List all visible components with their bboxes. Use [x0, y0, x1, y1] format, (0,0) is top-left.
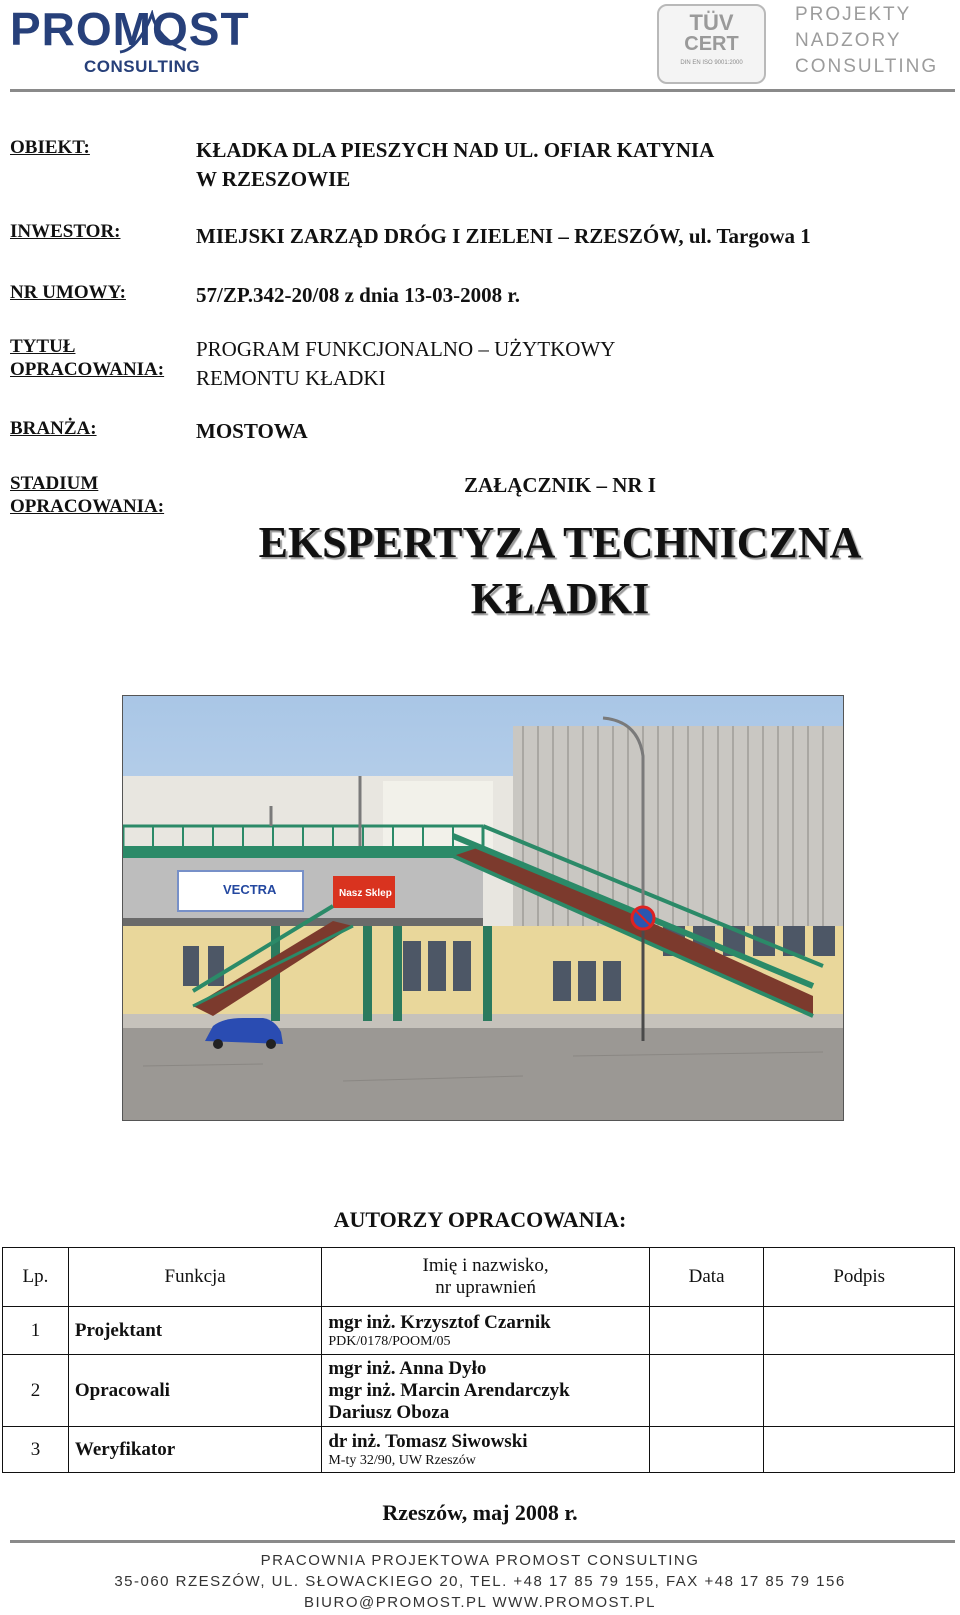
row-number: 1 [3, 1307, 69, 1355]
row-date [649, 1355, 764, 1427]
branch-value: MOSTOWA [196, 419, 308, 443]
investor-label: INWESTOR: [10, 221, 121, 242]
row-names [322, 1307, 649, 1355]
object-value-line-2: W RZESZOWIE [196, 167, 351, 191]
footer-divider [10, 1540, 955, 1543]
person-name: Dariusz Oboza [328, 1401, 450, 1423]
stage-label-line-1: STADIUM [10, 473, 99, 494]
branch-label: BRANŻA: [10, 418, 97, 439]
col-number-header: Lp. [3, 1248, 69, 1307]
letterhead [0, 0, 960, 98]
contract-value: 57/ZP.342-20/08 z dnia 13-03-2008 r. [196, 283, 520, 307]
place-and-date: Rzeszów, maj 2008 r. [382, 1500, 578, 1525]
tuv-cert-badge [657, 4, 766, 84]
services-list [795, 2, 938, 80]
title-value-line-1: PROGRAM FUNKCJONALNO – UŻYTKOWY [196, 337, 616, 361]
company-logo-subtitle: CONSULTING [84, 57, 201, 76]
document-title [160, 515, 960, 627]
footbridge-photo-illustration [123, 696, 843, 1120]
object-label: OBIEKT: [10, 137, 90, 158]
table-row [3, 1427, 955, 1473]
col-date-header: Data [649, 1248, 764, 1307]
title-value-line-2: REMONTU KŁADKI [196, 366, 386, 390]
license-number: PDK/0178/POOM/05 [328, 1333, 451, 1349]
document-title-line-2: KŁADKI [470, 574, 650, 623]
annex-number: ZAŁĄCZNIK – NR I [464, 473, 656, 497]
person-name: mgr inż. Marcin Arendarczyk [328, 1379, 570, 1401]
service-item: NADZORY [795, 30, 902, 51]
person-name: mgr inż. Anna Dyło [328, 1357, 487, 1379]
service-item: PROJEKTY [795, 4, 912, 25]
object-value-line-1: KŁADKA DLA PIESZYCH NAD UL. OFIAR KATYNIA [196, 138, 715, 162]
table-header-row [3, 1248, 955, 1307]
stage-label-line-2: OPRACOWANIA: [10, 496, 165, 517]
row-number: 2 [3, 1355, 69, 1427]
col-name-header-line-2: nr uprawnień [435, 1277, 536, 1298]
row-function: Weryfikator [68, 1427, 321, 1473]
footer-contact: BIURO@PROMOST.PL WWW.PROMOST.PL [303, 1594, 657, 1611]
license-number: M-ty 32/90, UW Rzeszów [328, 1452, 476, 1468]
title-label-line-2: OPRACOWANIA: [10, 359, 165, 380]
person-name: dr inż. Tomasz Siwowski [328, 1430, 528, 1452]
contract-label: NR UMOWY: [10, 282, 126, 303]
col-name-header [322, 1248, 649, 1307]
row-function: Opracowali [68, 1355, 321, 1427]
col-name-header-line-1: Imię i nazwisko, [422, 1255, 549, 1276]
table-row [3, 1355, 955, 1427]
row-signature [764, 1427, 955, 1473]
row-names [322, 1427, 649, 1473]
service-item: CONSULTING [795, 56, 939, 77]
investor-value: MIEJSKI ZARZĄD DRÓG I ZIELENI – RZESZÓW, ul. Targowa 1 [196, 224, 811, 248]
vectra-sign: VECTRA [223, 882, 277, 897]
row-date [649, 1307, 764, 1355]
table-row [3, 1307, 955, 1355]
footbridge-photo [122, 695, 844, 1121]
company-footer [0, 1550, 960, 1613]
title-label-line-1: TYTUŁ [10, 336, 76, 357]
shop-sign: Nasz Sklep [339, 888, 392, 899]
authors-table [2, 1247, 955, 1473]
header-divider [10, 89, 955, 92]
col-function-header: Funkcja [68, 1248, 321, 1307]
document-title-line-1: EKSPERTYZA TECHNICZNA [258, 518, 862, 567]
logo-swoosh-icon [118, 10, 188, 54]
row-names [322, 1355, 649, 1427]
cert-iso-text: DIN EN ISO 9001:2000 [680, 60, 743, 66]
cert-line-1: TÜV [689, 10, 734, 35]
row-signature [764, 1355, 955, 1427]
person-name: mgr inż. Krzysztof Czarnik [328, 1311, 551, 1333]
footer-address: 35-060 RZESZÓW, UL. SŁOWACKIEGO 20, TEL. +48 17 85 79 155, FAX +48 17 85 79 156 [114, 1573, 846, 1590]
row-date [649, 1427, 764, 1473]
row-signature [764, 1307, 955, 1355]
row-number: 3 [3, 1427, 69, 1473]
company-logo: PROMOST [10, 3, 250, 55]
row-function: Projektant [68, 1307, 321, 1355]
cert-line-2: CERT [684, 33, 739, 55]
footer-company-name: PRACOWNIA PROJEKTOWA PROMOST CONSULTING [260, 1552, 700, 1569]
col-signature-header: Podpis [764, 1248, 955, 1307]
authors-heading: AUTORZY OPRACOWANIA: [333, 1207, 627, 1232]
